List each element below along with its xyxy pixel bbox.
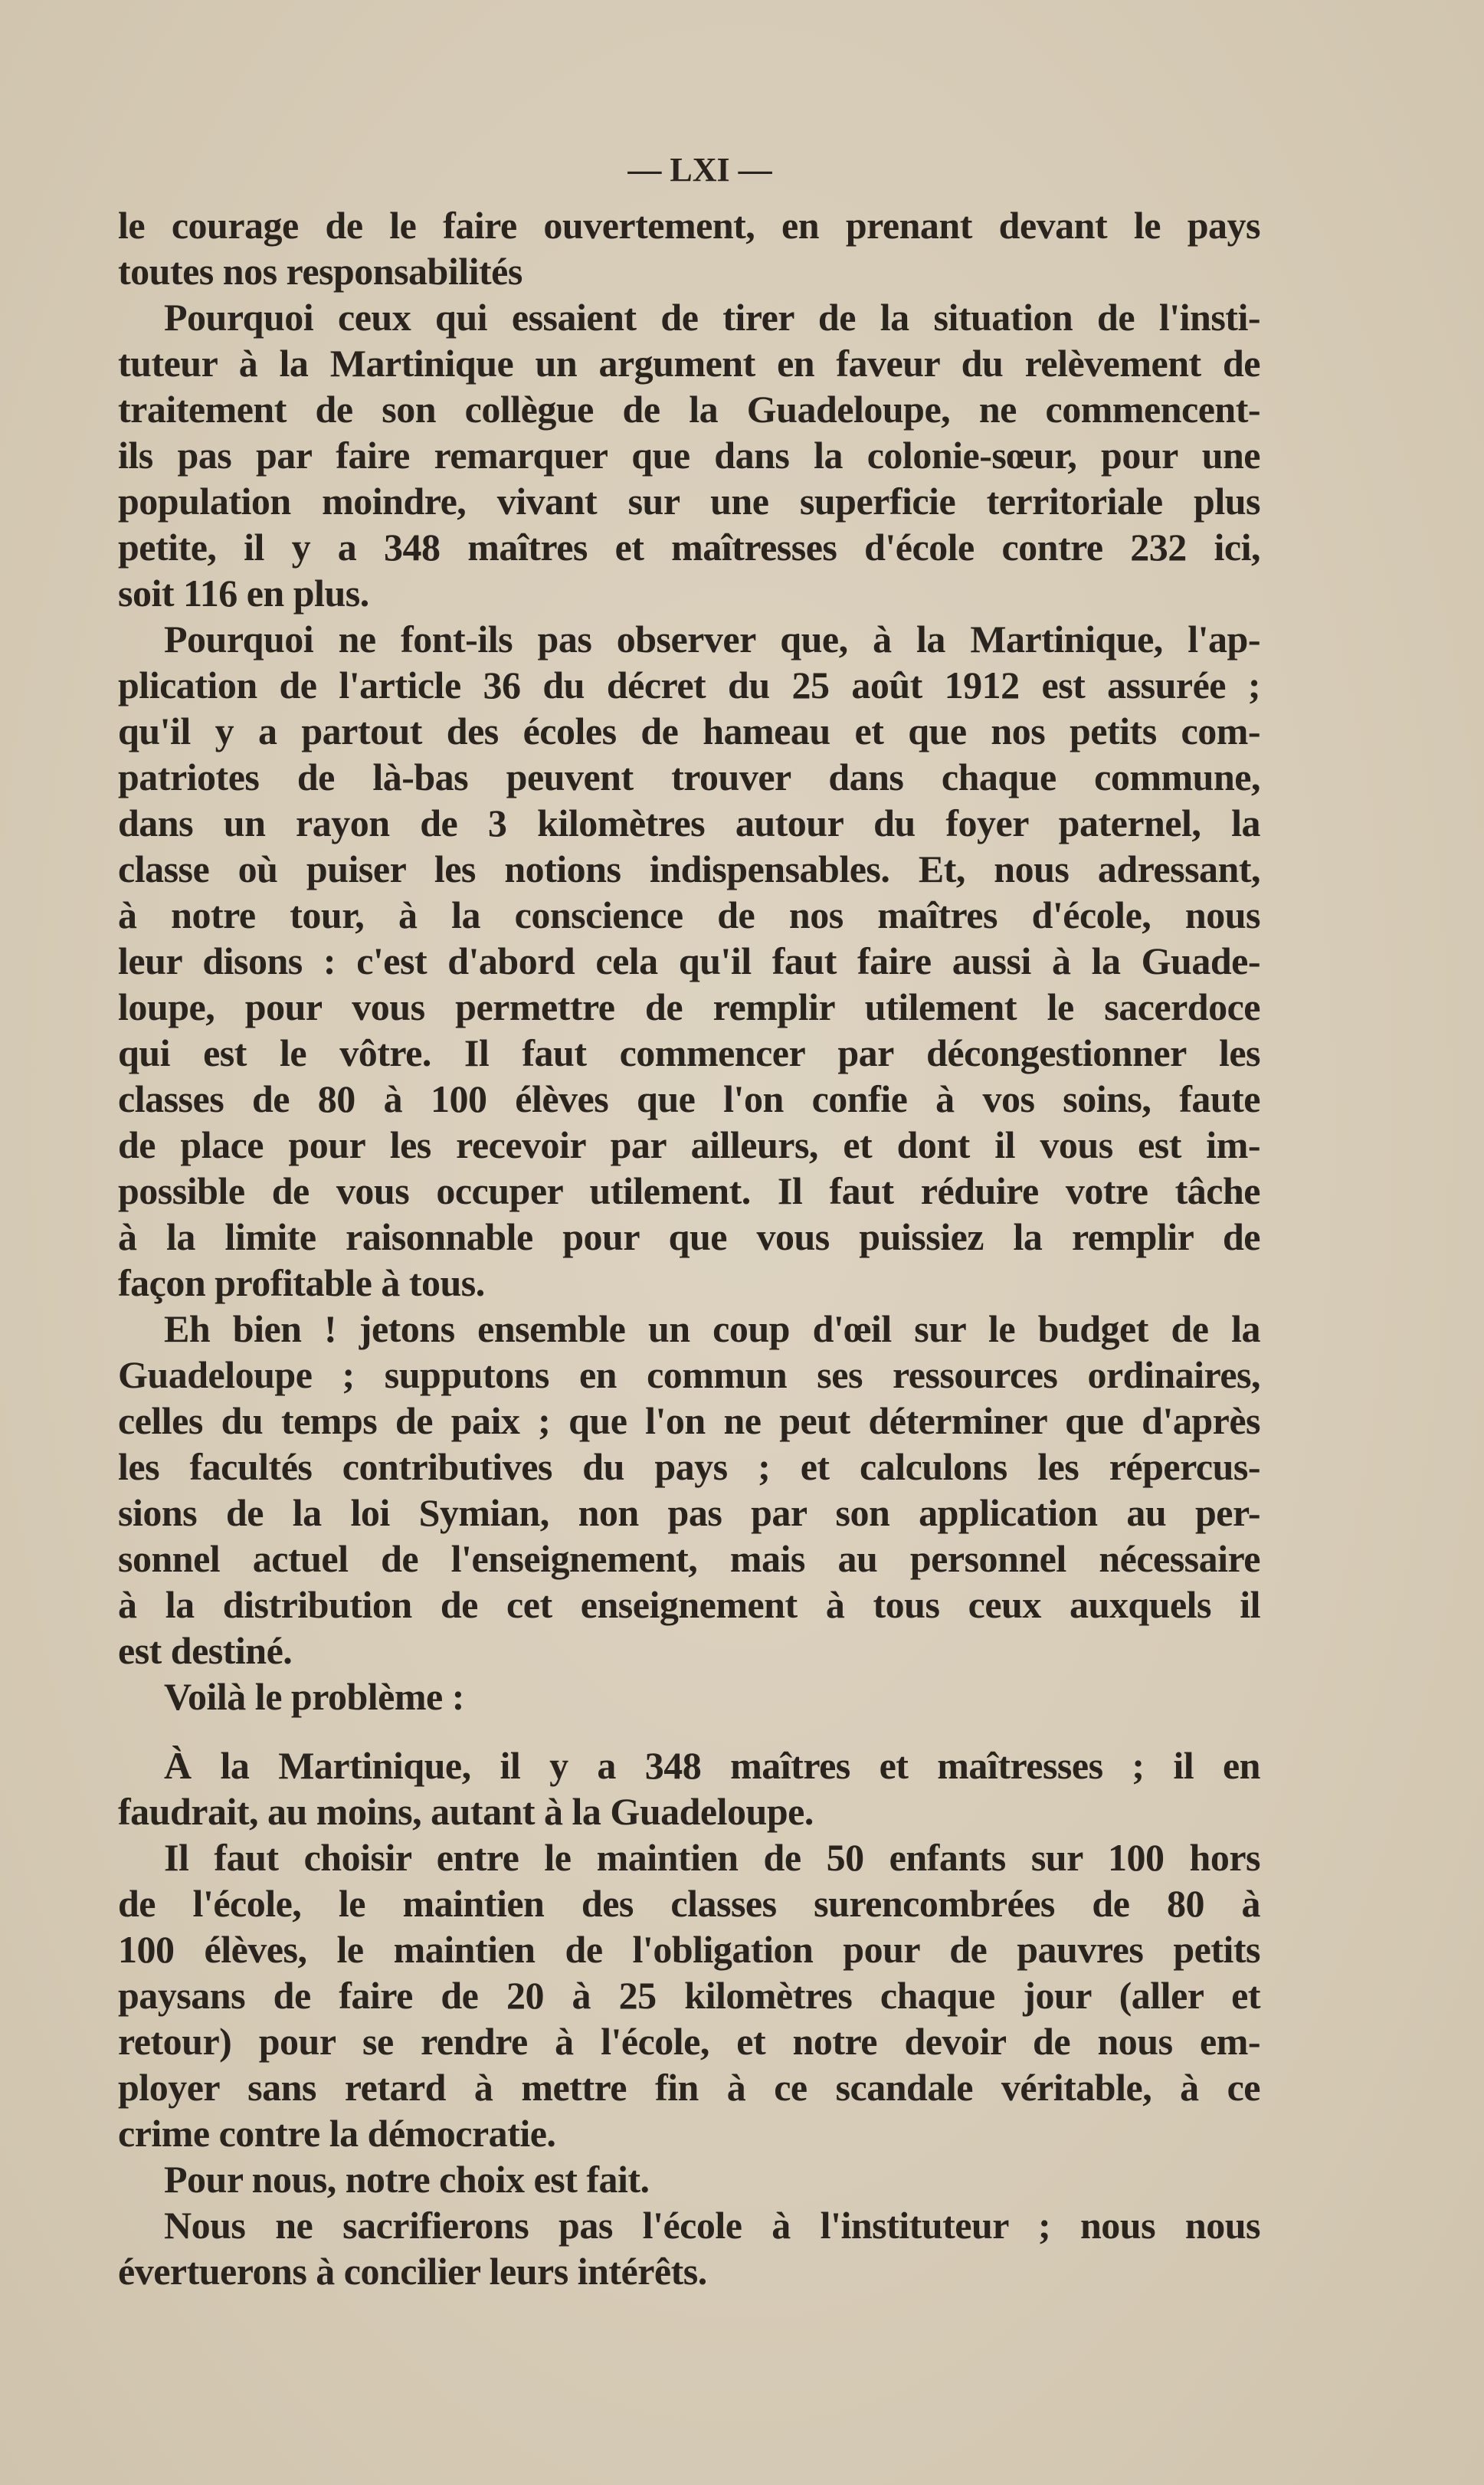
text-line: Pourquoi ne font-ils pas observer que, à la Martinique, l'ap- [164,618,1260,661]
text-line: celles du temps de paix ; que l'on ne peut déterminer que d'après [118,1399,1260,1442]
paragraph [118,1742,1260,1834]
text-line: population moindre, vivant sur une superficie territoriale plus [118,480,1260,523]
paragraph [118,2156,1260,2202]
text-line: classes de 80 à 100 élèves que l'on confie à vos soins, faute [118,1077,1260,1120]
text-line: Voilà le problème : [164,1675,464,1718]
paragraph [118,1306,1260,1674]
paragraph [118,1674,1260,1720]
body-text [118,202,1260,2294]
text-line: Eh bien ! jetons ensemble un coup d'œil sur le budget de la [164,1307,1260,1350]
text-line: loupe, pour vous permettre de remplir utilement le sacerdoce [118,985,1260,1028]
text-line: petite, il y a 348 maîtres et maîtresses d'école contre 232 ici, [118,526,1260,569]
text-line: leur disons : c'est d'abord cela qu'il faut faire aussi à la Guade- [118,939,1260,982]
text-line: À la Martinique, il y a 348 maîtres et maîtresses ; il en [164,1744,1260,1787]
page-header [0,147,1484,193]
text-line: Guadeloupe ; supputons en commun ses ressources ordinaires, [118,1353,1260,1396]
text-line: faudrait, au moins, autant à la Guadeloupe. [118,1790,814,1833]
text-line: dans un rayon de 3 kilomètres autour du foyer paternel, la [118,802,1260,844]
text-line: paysans de faire de 20 à 25 kilomètres chaque jour (aller et [118,1974,1260,2017]
text-line: ils pas par faire remarquer que dans la colonie-sœur, pour une [118,434,1260,477]
text-line: à notre tour, à la conscience de nos maîtres d'école, nous [118,893,1260,936]
text-line: ployer sans retard à mettre fin à ce scandale véritable, à ce [118,2066,1260,2109]
paragraph [118,294,1260,616]
page-number: — LXI — [627,151,772,189]
text-line: Il faut choisir entre le maintien de 50 enfants sur 100 hors [164,1836,1260,1879]
text-line: Pour nous, notre choix est fait. [164,2158,650,2201]
text-line: évertuerons à concilier leurs intérêts. [118,2250,707,2293]
text-line: de l'école, le maintien des classes surencombrées de 80 à [118,1882,1260,1925]
text-line: Nous ne sacrifierons pas l'école à l'instituteur ; nous nous [164,2204,1260,2247]
paragraph [118,616,1260,1306]
text-line: les facultés contributives du pays ; et calculons les répercus- [118,1445,1260,1488]
text-line: le courage de le faire ouvertement, en prenant devant le pays [118,204,1260,247]
text-line: Pourquoi ceux qui essaient de tirer de la situation de l'insti- [164,296,1260,339]
text-line: 100 élèves, le maintien de l'obligation pour de pauvres petits [118,1928,1260,1971]
text-line: est destiné. [118,1629,293,1672]
text-line: plication de l'article 36 du décret du 25 août 1912 est assurée ; [118,664,1260,706]
text-line: patriotes de là-bas peuvent trouver dans chaque commune, [118,756,1260,798]
text-line: soit 116 en plus. [118,572,369,615]
text-line: retour) pour se rendre à l'école, et notre devoir de nous em- [118,2020,1260,2063]
text-line: de place pour les recevoir par ailleurs, et dont il vous est im- [118,1123,1260,1166]
text-line: crime contre la démocratie. [118,2112,556,2155]
text-line: traitement de son collègue de la Guadeloupe, ne commencent- [118,388,1260,431]
text-line: toutes nos responsabilités [118,250,523,293]
text-line: sonnel actuel de l'enseignement, mais au personnel nécessaire [118,1537,1260,1580]
text-line: classe où puiser les notions indispensables. Et, nous adressant, [118,847,1260,890]
text-line: qu'il y a partout des écoles de hameau et que nos petits com- [118,710,1260,752]
text-line: façon profitable à tous. [118,1261,485,1304]
text-line: qui est le vôtre. Il faut commencer par décongestionner les [118,1031,1260,1074]
paragraph [118,1834,1260,2156]
text-line: tuteur à la Martinique un argument en faveur du relèvement de [118,342,1260,385]
paragraph [118,2202,1260,2294]
text-line: à la distribution de cet enseignement à tous ceux auxquels il [118,1583,1260,1626]
paragraph [118,202,1260,294]
text-line: sions de la loi Symian, non pas par son application au per- [118,1491,1260,1534]
text-line: possible de vous occuper utilement. Il faut réduire votre tâche [118,1169,1260,1212]
text-line: à la limite raisonnable pour que vous puissiez la remplir de [118,1215,1260,1258]
